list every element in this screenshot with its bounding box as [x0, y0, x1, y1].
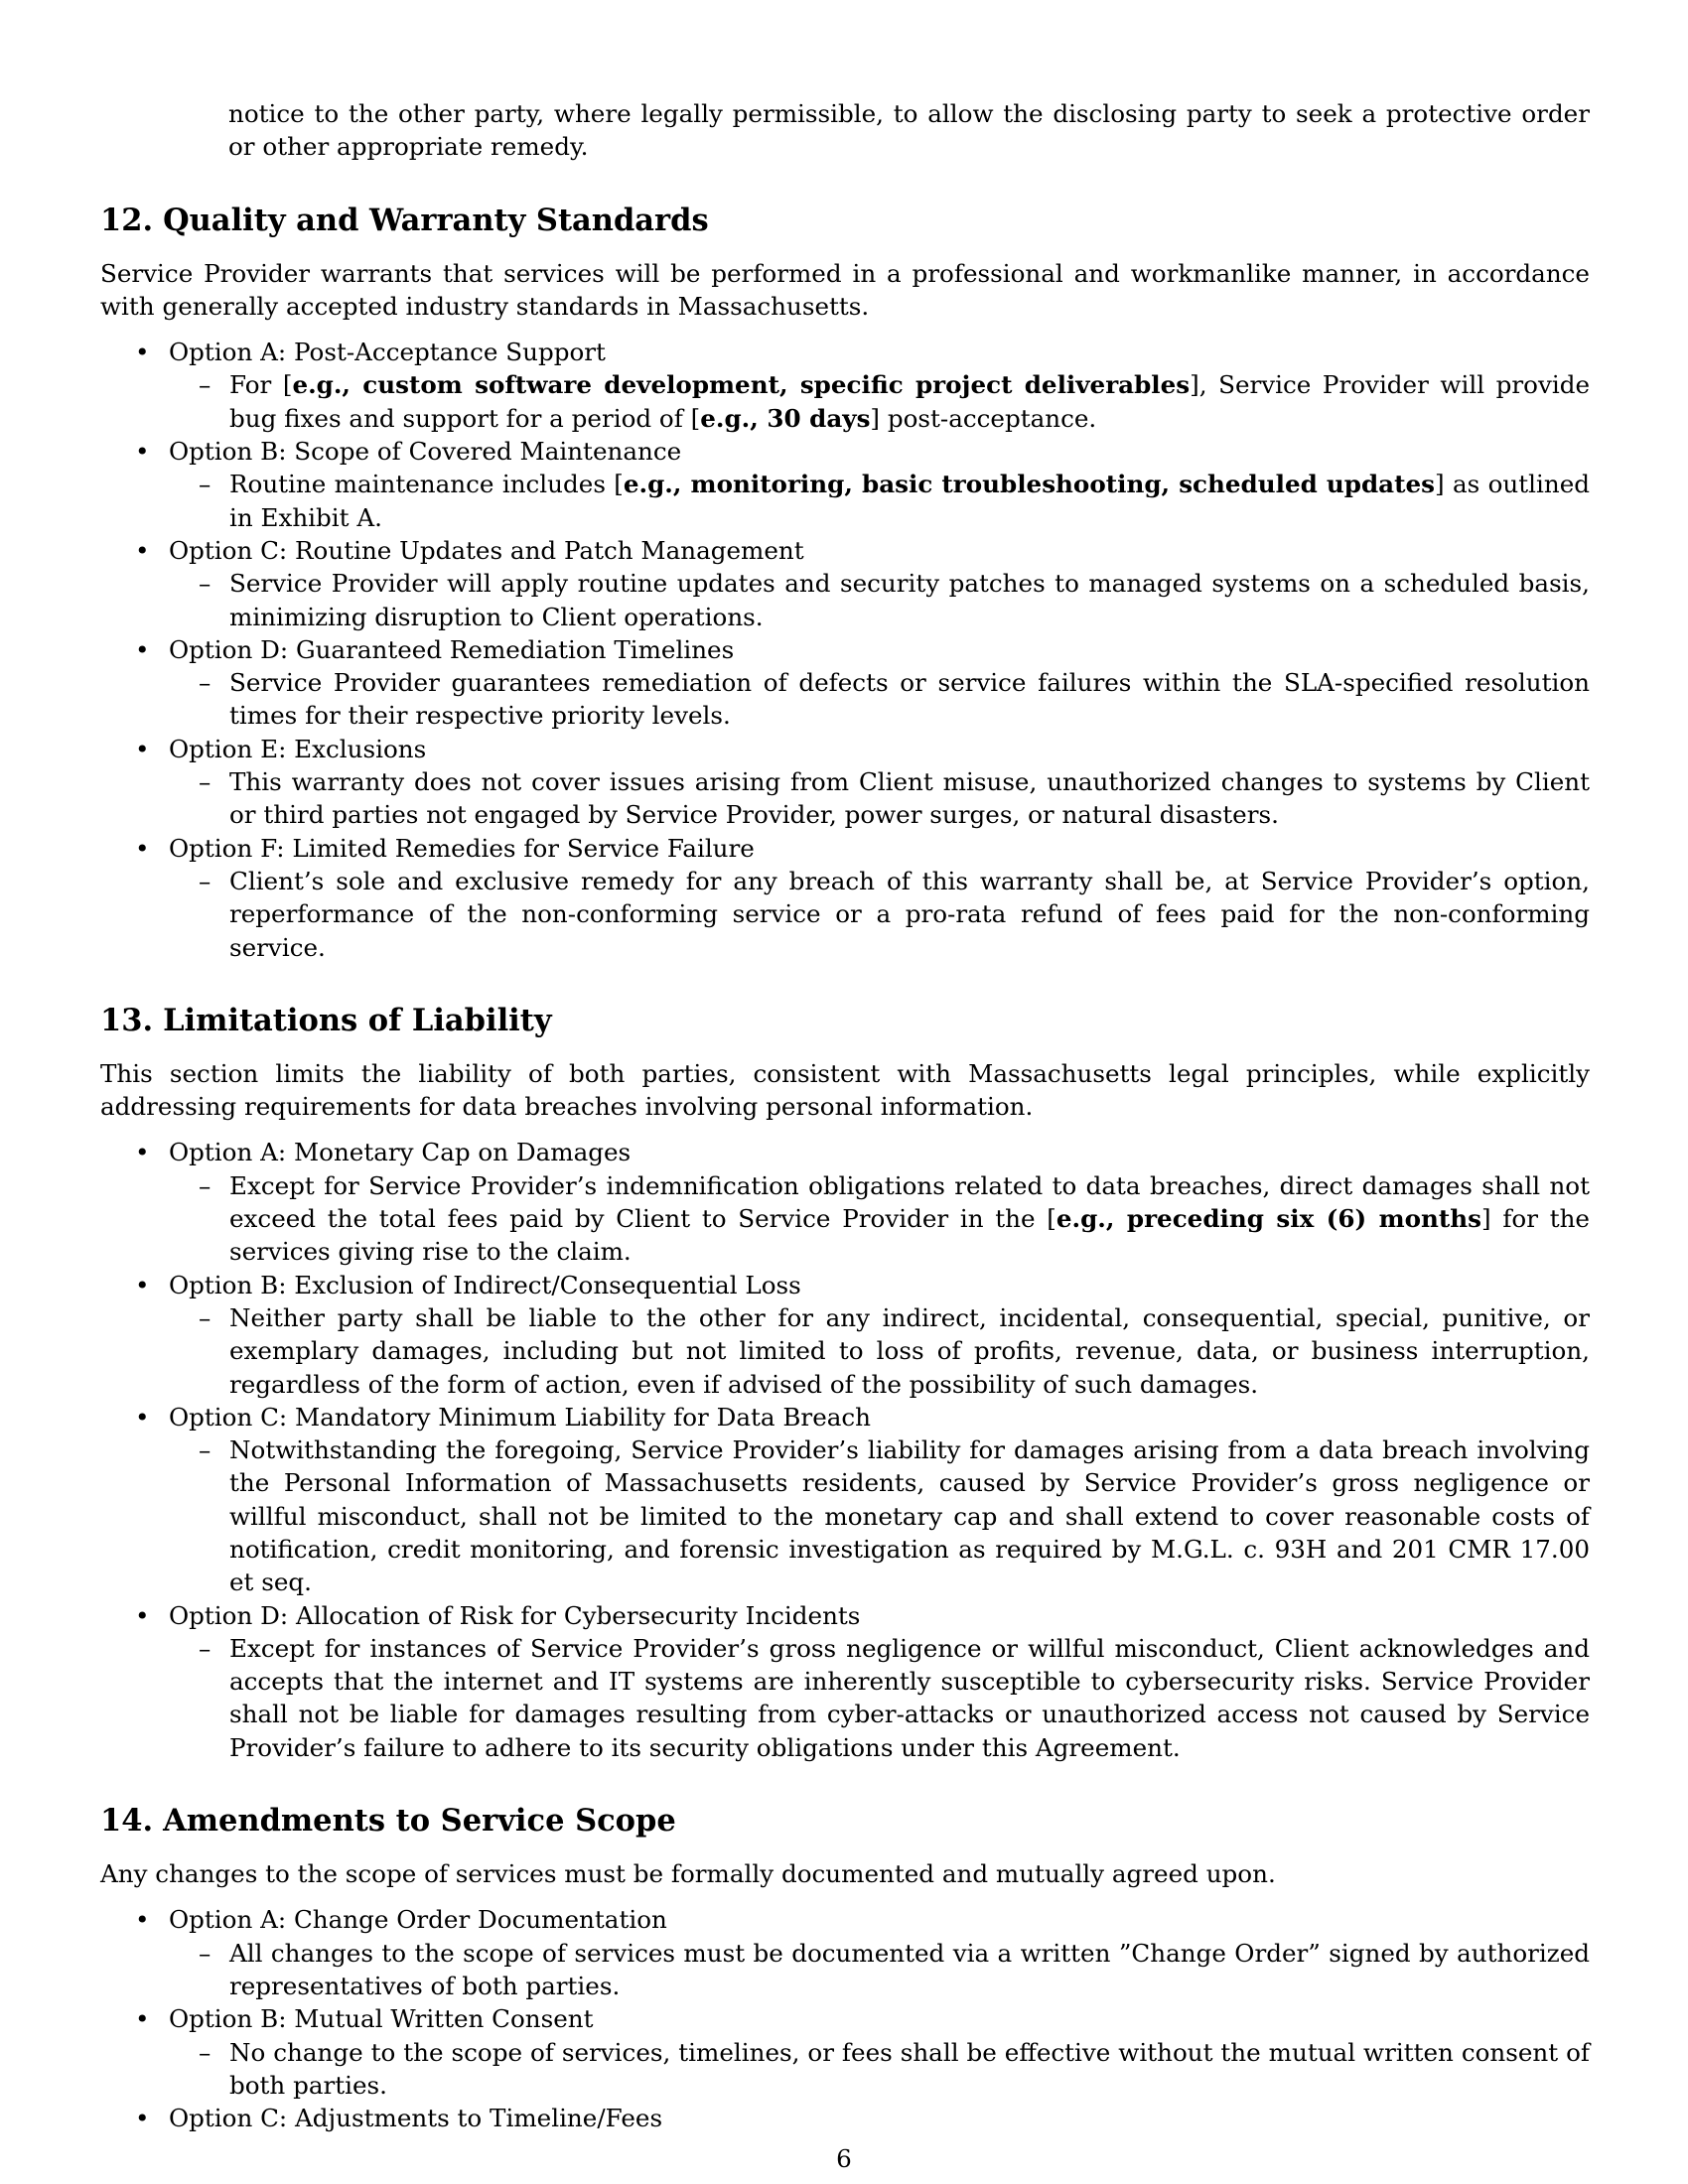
option-label: Option A: Monetary Cap on Damages [169, 1138, 632, 1167]
option-item [100, 435, 1590, 534]
option-item [100, 534, 1590, 633]
option-detail: – For [e.g., custom software development, specific project deliverables], Service Provider will provide bug fixes and support for a period of [e.g., 30 days] post-acceptance. [169, 368, 1590, 435]
option-label: Option E: Exclusions [169, 734, 427, 763]
option-label: Option C: Mandatory Minimum Liability for Data Breach [169, 1402, 872, 1432]
placeholder-text: e.g., custom software development, specific project deliverables [292, 370, 1191, 400]
option-label: Option A: Change Order Documentation [169, 1905, 667, 1935]
option-detail: – Neither party shall be liable to the other for any indirect, incidental, consequential, special, punitive, or exemplary damages, including but not limited to loss of profits, revenue, data, or business interruption, regardless of the form of action, even if advised of the possibility of such damages. [169, 1301, 1590, 1401]
section-13-limitations-liability [100, 1001, 1590, 1764]
option-detail: – Service Provider will apply routine updates and security patches to managed systems on a scheduled basis, minimizing disruption to Client operations. [169, 567, 1590, 633]
option-item [100, 832, 1590, 964]
section-number: 13. [100, 1002, 154, 1038]
document-page [100, 97, 1590, 2134]
option-detail: – Client’s sole and exclusive remedy for any breach of this warranty shall be, at Service Provider’s option, reperformance of the non-conforming service or a pro-rata refund of fees paid for the non-conforming service. [169, 865, 1590, 964]
option-label: Option B: Scope of Covered Maintenance [169, 437, 682, 467]
section-heading [100, 201, 1590, 240]
option-item [100, 633, 1590, 733]
option-detail: – Notwithstanding the foregoing, Service Provider’s liability for damages arising from a data breach involving the Personal Information of Massachusetts residents, caused by Service Provider’s gross negligence or willful misconduct, shall not be limited to the monetary cap and shall extend to cover reasonable costs of notification, credit monitoring, and forensic investigation as required by M.G.L. c. 93H and 201 CMR 17.00 et seq. [169, 1433, 1590, 1598]
option-detail: – No change to the scope of services, timelines, or fees shall be effective without the mutual written consent of both parties. [169, 2036, 1590, 2103]
placeholder-text: e.g., preceding six (6) months [1055, 1204, 1481, 1234]
option-item [100, 2002, 1590, 2102]
option-detail: – Except for instances of Service Provider’s gross negligence or willful misconduct, Client acknowledges and accepts that the internet and IT systems are inherently susceptible to cybersecurity risks. Service Provider shall not be liable for damages resulting from cyber-attacks or unauthorized access not caused by Service Provider’s failure to adhere to its security obligations under this Agreement. [169, 1632, 1590, 1764]
placeholder-text: e.g., 30 days [700, 403, 871, 433]
section-12-quality-warranty [100, 201, 1590, 964]
option-label: Option C: Adjustments to Timeline/Fees [169, 2104, 663, 2133]
options-list [100, 1903, 1590, 2134]
option-detail: – Routine maintenance includes [e.g., monitoring, basic troubleshooting, scheduled updates] as outlined in Exhibit A. [169, 468, 1590, 534]
section-number: 14. [100, 1803, 154, 1840]
continuation-text: notice to the other party, where legally permissible, to allow the disclosing party to seek a protective order or other appropriate remedy. [228, 99, 1590, 162]
option-item [100, 1903, 1590, 2002]
section-number: 12. [100, 202, 154, 238]
options-list [100, 336, 1590, 964]
section-intro: Service Provider warrants that services will be performed in a professional and workmanlike manner, in accordance with generally accepted industry standards in Massachusetts. [100, 258, 1590, 321]
option-label: Option F: Limited Remedies for Service Failure [169, 833, 755, 863]
option-label: Option D: Allocation of Risk for Cybersecurity Incidents [169, 1600, 861, 1630]
option-item [100, 1401, 1590, 1599]
section-heading [100, 1801, 1590, 1841]
option-detail: – All changes to the scope of services must be documented via a written ”Change Order” signed by authorized representatives of both parties. [169, 1937, 1590, 2003]
page-number: 6 [836, 2144, 852, 2173]
option-item [100, 1136, 1590, 1268]
option-item [100, 1269, 1590, 1401]
option-detail: – Except for Service Provider’s indemnification obligations related to data breaches, direct damages shall not exceed the total fees paid by Client to Service Provider in the [e.g., preceding six (6) months] for the services giving rise to the claim. [169, 1169, 1590, 1269]
section-title: Limitations of Liability [163, 1002, 552, 1038]
section-14-amendments-scope [100, 1801, 1590, 2134]
option-item [100, 2102, 1590, 2134]
section-intro: This section limits the liability of both parties, consistent with Massachusetts legal principles, while explicitly addressing requirements for data breaches involving personal information. [100, 1058, 1590, 1122]
option-item [100, 1599, 1590, 1764]
option-label: Option C: Routine Updates and Patch Management [169, 535, 804, 565]
section-heading [100, 1001, 1590, 1040]
placeholder-text: e.g., monitoring, basic troubleshooting, scheduled updates [623, 470, 1435, 499]
option-item [100, 733, 1590, 832]
option-label: Option B: Exclusion of Indirect/Consequential Loss [169, 1270, 801, 1299]
option-detail: – This warranty does not cover issues arising from Client misuse, unauthorized changes to systems by Client or third parties not engaged by Service Provider, power surges, or natural disasters. [169, 765, 1590, 832]
option-label: Option A: Post-Acceptance Support [169, 338, 606, 367]
option-detail: – Service Provider guarantees remediation of defects or service failures within the SLA-specified resolution times for their respective priority levels. [169, 666, 1590, 733]
option-label: Option D: Guaranteed Remediation Timelines [169, 634, 735, 664]
section-intro: Any changes to the scope of services must be formally documented and mutually agreed upon. [100, 1859, 1276, 1889]
options-list [100, 1136, 1590, 1764]
option-label: Option B: Mutual Written Consent [169, 2004, 594, 2034]
section-title: Amendments to Service Scope [163, 1803, 676, 1840]
section-title: Quality and Warranty Standards [163, 202, 709, 238]
option-item [100, 336, 1590, 435]
